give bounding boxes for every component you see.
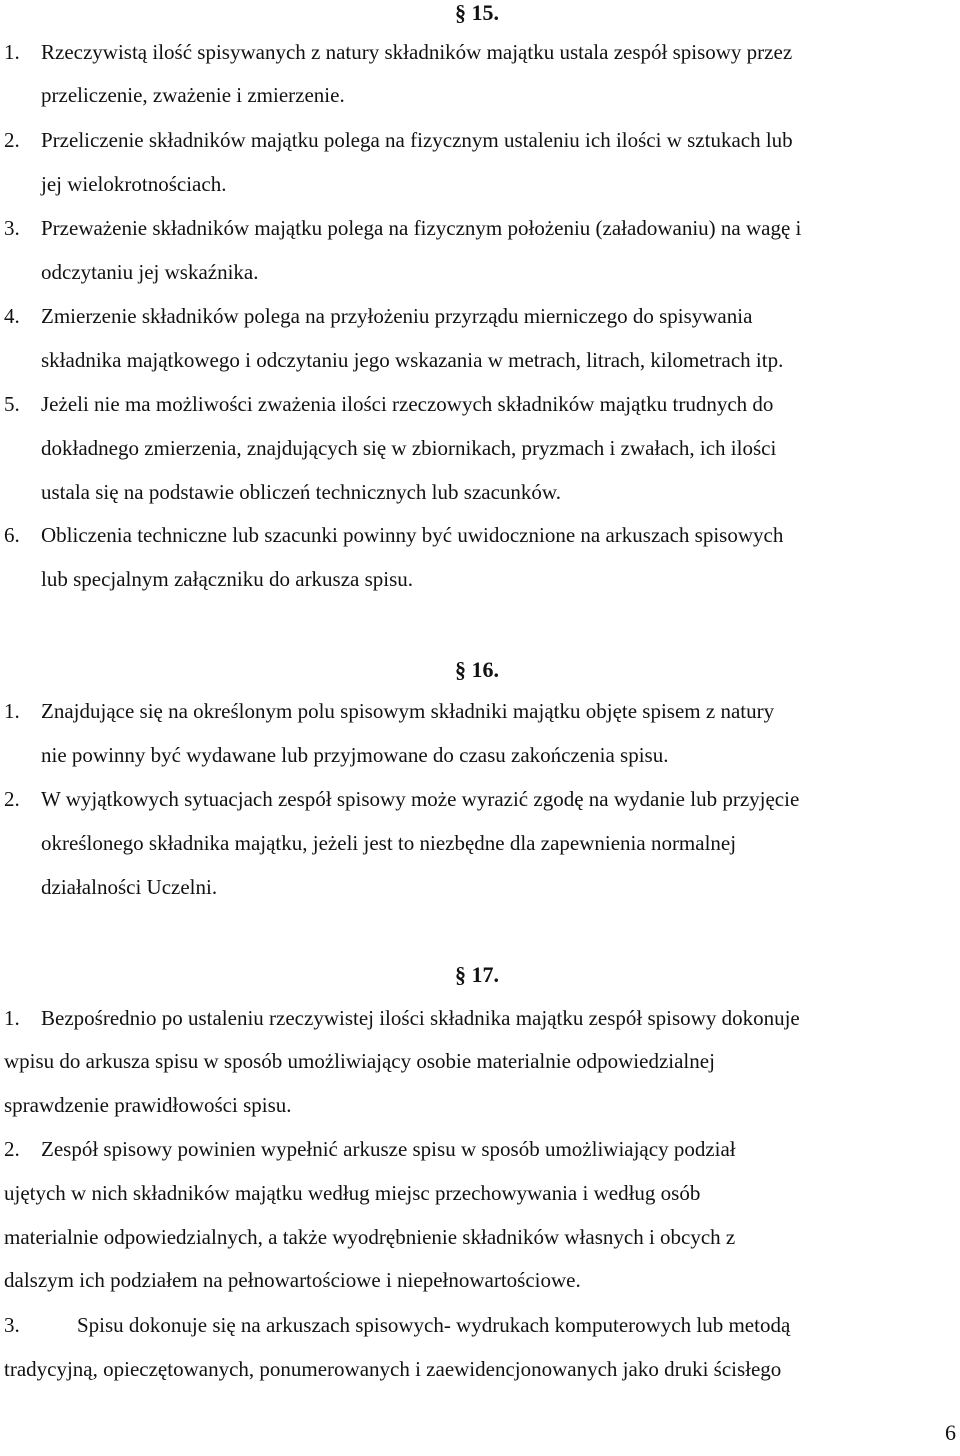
item-text-line: odczytaniu jej wskaźnika.	[41, 260, 259, 284]
item-number: 4.	[4, 304, 20, 328]
item-number: 5.	[4, 392, 20, 416]
item-text-line: dalszym ich podziałem na pełnowartościowe i niepełnowartościowe.	[4, 1268, 581, 1292]
item-text-line: Zespół spisowy powinien wypełnić arkusze spisu w sposób umożliwiający podział	[41, 1137, 736, 1161]
item-text-line: Przeważenie składników majątku polega na fizycznym położeniu (załadowaniu) na wagę i	[41, 216, 802, 240]
item-text-line: W wyjątkowych sytuacjach zespół spisowy może wyrazić zgodę na wydanie lub przyjęcie	[41, 787, 800, 811]
item-text-line: Spisu dokonuje się na arkuszach spisowych- wydrukach komputerowych lub metodą	[77, 1313, 791, 1337]
item-number: 6.	[4, 523, 20, 547]
section-heading: § 15.	[455, 0, 499, 25]
item-text-line: wpisu do arkusza spisu w sposób umożliwiający osobie materialnie odpowiedzialnej	[4, 1049, 715, 1073]
item-text-line: tradycyjną, opieczętowanych, ponumerowanych i zaewidencjonowanych jako druki ścisłego	[4, 1357, 782, 1381]
item-number: 1.	[4, 699, 20, 723]
item-text-line: jej wielokrotnościach.	[41, 172, 227, 196]
item-text-line: Przeliczenie składników majątku polega na fizycznym ustaleniu ich ilości w sztukach lub	[41, 128, 793, 152]
item-number: 2.	[4, 128, 20, 152]
page-number: 6	[945, 1420, 956, 1445]
section-heading: § 17.	[455, 962, 499, 987]
item-text-line: materialnie odpowiedzialnych, a także wyodrębnienie składników własnych i obcych z	[4, 1225, 736, 1249]
item-text-line: działalności Uczelni.	[41, 875, 218, 899]
item-text-line: dokładnego zmierzenia, znajdujących się w zbiornikach, pryzmach i zwałach, ich ilości	[41, 436, 777, 460]
item-text-line: przeliczenie, zważenie i zmierzenie.	[41, 83, 345, 107]
item-number: 3.	[4, 1313, 20, 1337]
item-text-line: Zmierzenie składników polega na przyłożeniu przyrządu mierniczego do spisywania	[41, 304, 753, 328]
item-number: 2.	[4, 1137, 20, 1161]
item-text-line: ustala się na podstawie obliczeń technicznych lub szacunków.	[41, 480, 561, 504]
item-number: 2.	[4, 787, 20, 811]
item-text-line: sprawdzenie prawidłowości spisu.	[4, 1093, 292, 1117]
item-number: 1.	[4, 40, 20, 64]
item-text-line: lub specjalnym załączniku do arkusza spisu.	[41, 567, 414, 591]
item-number: 3.	[4, 216, 20, 240]
section-heading: § 16.	[455, 657, 499, 682]
item-text-line: Obliczenia techniczne lub szacunki powinny być uwidocznione na arkuszach spisowych	[41, 523, 784, 547]
item-text-line: składnika majątkowego i odczytaniu jego wskazania w metrach, litrach, kilometrach itp.	[41, 348, 784, 372]
item-number: 1.	[4, 1006, 20, 1030]
item-text-line: Jeżeli nie ma możliwości zważenia ilości rzeczowych składników majątku trudnych do	[41, 392, 774, 416]
item-text-line: Znajdujące się na określonym polu spisowym składniki majątku objęte spisem z natury	[41, 699, 775, 723]
item-text-line: Rzeczywistą ilość spisywanych z natury składników majątku ustala zespół spisowy przez	[41, 40, 793, 64]
item-text-line: ujętych w nich składników majątku według miejsc przechowywania i według osób	[4, 1181, 701, 1205]
item-text-line: określonego składnika majątku, jeżeli jest to niezbędne dla zapewnienia normalnej	[41, 831, 737, 855]
item-text-line: nie powinny być wydawane lub przyjmowane do czasu zakończenia spisu.	[41, 743, 669, 767]
item-text-line: Bezpośrednio po ustaleniu rzeczywistej ilości składnika majątku zespół spisowy dokonuje	[41, 1006, 800, 1030]
